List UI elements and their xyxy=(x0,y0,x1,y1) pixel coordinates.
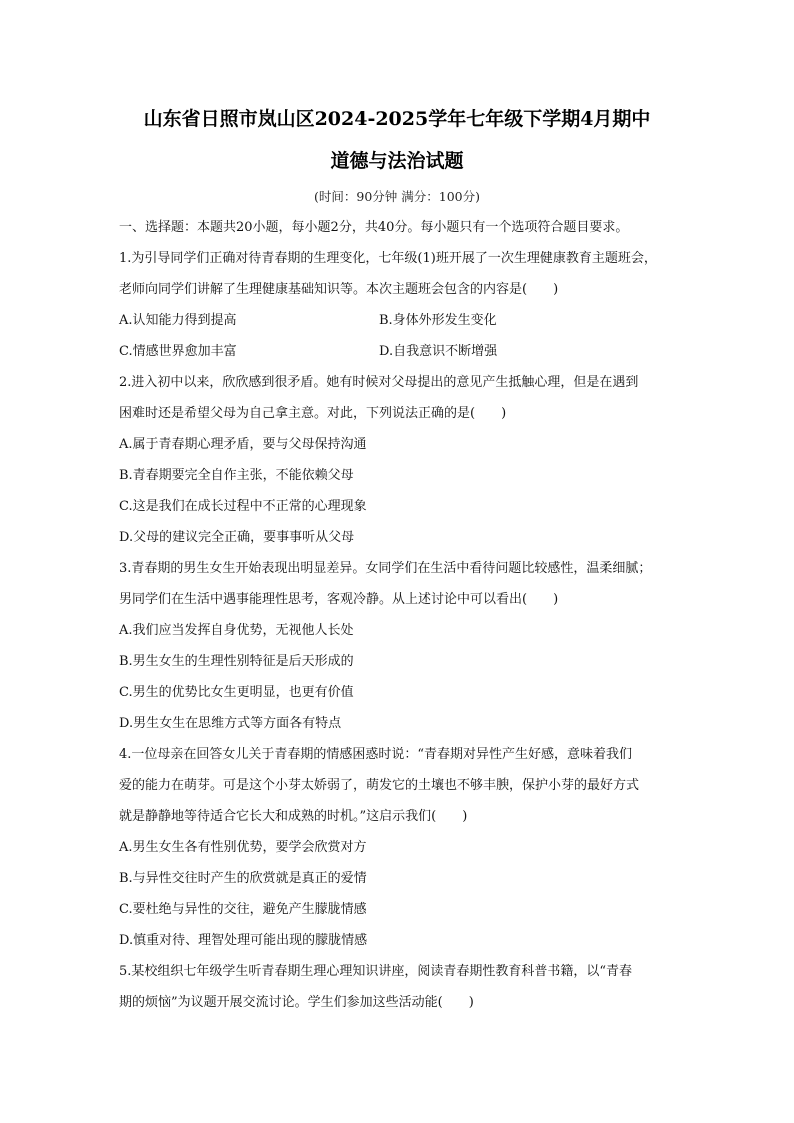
option-c[interactable]: C.男生的优势比女生更明显，也更有价值 xyxy=(119,685,354,700)
option-b[interactable]: B.青春期要完全自作主张，不能依赖父母 xyxy=(119,468,354,483)
option-d[interactable]: D.男生女生在思维方式等方面各有特点 xyxy=(119,716,342,731)
question-stem-line: 4.一位母亲在回答女儿关于青春期的情感困惑时说：“青春期对异性产生好感，意味着我们 xyxy=(119,747,633,762)
question-stem-line: 困难时还是希望父母为自己拿主意。对此，下列说法正确的是( ) xyxy=(119,406,507,421)
option-b[interactable]: B.与异性交往时产生的欣赏就是真正的爱情 xyxy=(119,871,367,886)
question-stem-line: 爱的能力在萌芽。可是这个小芽太娇弱了，萌发它的土壤也不够丰腴，保护小芽的最好方式 xyxy=(119,778,640,793)
question-stem-line: 男同学们在生活中遇事能理性思考，客观冷静。从上述讨论中可以看出( ) xyxy=(119,592,559,607)
option-d[interactable]: D.慎重对待、理智处理可能出现的朦胧情感 xyxy=(119,933,368,948)
exam-time-score: (时间：90分钟 满分：100分) xyxy=(314,189,480,204)
exam-body xyxy=(119,212,679,1018)
option-c[interactable]: C.这是我们在成长过程中不正常的心理现象 xyxy=(119,499,367,514)
question-1 xyxy=(119,243,679,367)
question-2 xyxy=(119,367,679,553)
option-a[interactable]: A.我们应当发挥自身优势，无视他人长处 xyxy=(119,623,354,638)
question-stem-line: 5.某校组织七年级学生听青春期生理心理知识讲座，阅读青春期性教育科普书籍，以“青春 xyxy=(119,964,633,979)
question-stem-line: 期的烦恼”为议题开展交流讨论。学生们参加这些活动能( ) xyxy=(119,995,474,1010)
option-c[interactable]: C.情感世界愈加丰富 xyxy=(119,344,237,359)
option-d[interactable]: D.父母的建议完全正确，要事事听从父母 xyxy=(119,530,355,545)
exam-title-line2: 道德与法治试题 xyxy=(330,150,464,172)
question-stem-line: 就是静静地等待适合它长大和成熟的时机。”这启示我们( ) xyxy=(119,809,468,824)
question-3 xyxy=(119,553,679,739)
option-b[interactable]: B.身体外形发生变化 xyxy=(379,313,497,328)
question-4 xyxy=(119,739,679,956)
option-c[interactable]: C.要杜绝与异性的交往，避免产生朦胧情感 xyxy=(119,902,367,917)
option-a[interactable]: A.属于青春期心理矛盾，要与父母保持沟通 xyxy=(119,437,367,452)
question-5 xyxy=(119,956,679,1018)
option-a[interactable]: A.认知能力得到提高 xyxy=(119,313,237,328)
question-stem-line: 3.青春期的男生女生开始表现出明显差异。女同学们在生活中看待问题比较感性，温柔细腻； xyxy=(119,561,652,576)
option-row xyxy=(119,336,679,367)
question-stem-line: 老师向同学们讲解了生理健康基础知识等。本次主题班会包含的内容是( ) xyxy=(119,282,559,297)
exam-title-line1: 山东省日照市岚山区2024-2025学年七年级下学期4月期中 xyxy=(143,108,651,130)
question-stem-line: 1.为引导同学们正确对待青春期的生理变化，七年级(1)班开展了一次生理健康教育主题班会， xyxy=(119,251,657,266)
option-b[interactable]: B.男生女生的生理性别特征是后天形成的 xyxy=(119,654,354,669)
option-row xyxy=(119,305,679,336)
option-d[interactable]: D.自我意识不断增强 xyxy=(379,344,498,359)
question-stem-line: 2.进入初中以来，欣欣感到很矛盾。她有时候对父母提出的意见产生抵触心理，但是在遇到 xyxy=(119,375,639,390)
section-instruction: 一、选择题：本题共20小题，每小题2分，共40分。每小题只有一个选项符合题目要求。 xyxy=(119,220,629,235)
option-a[interactable]: A.男生女生各有性别优势，要学会欣赏对方 xyxy=(119,840,367,855)
